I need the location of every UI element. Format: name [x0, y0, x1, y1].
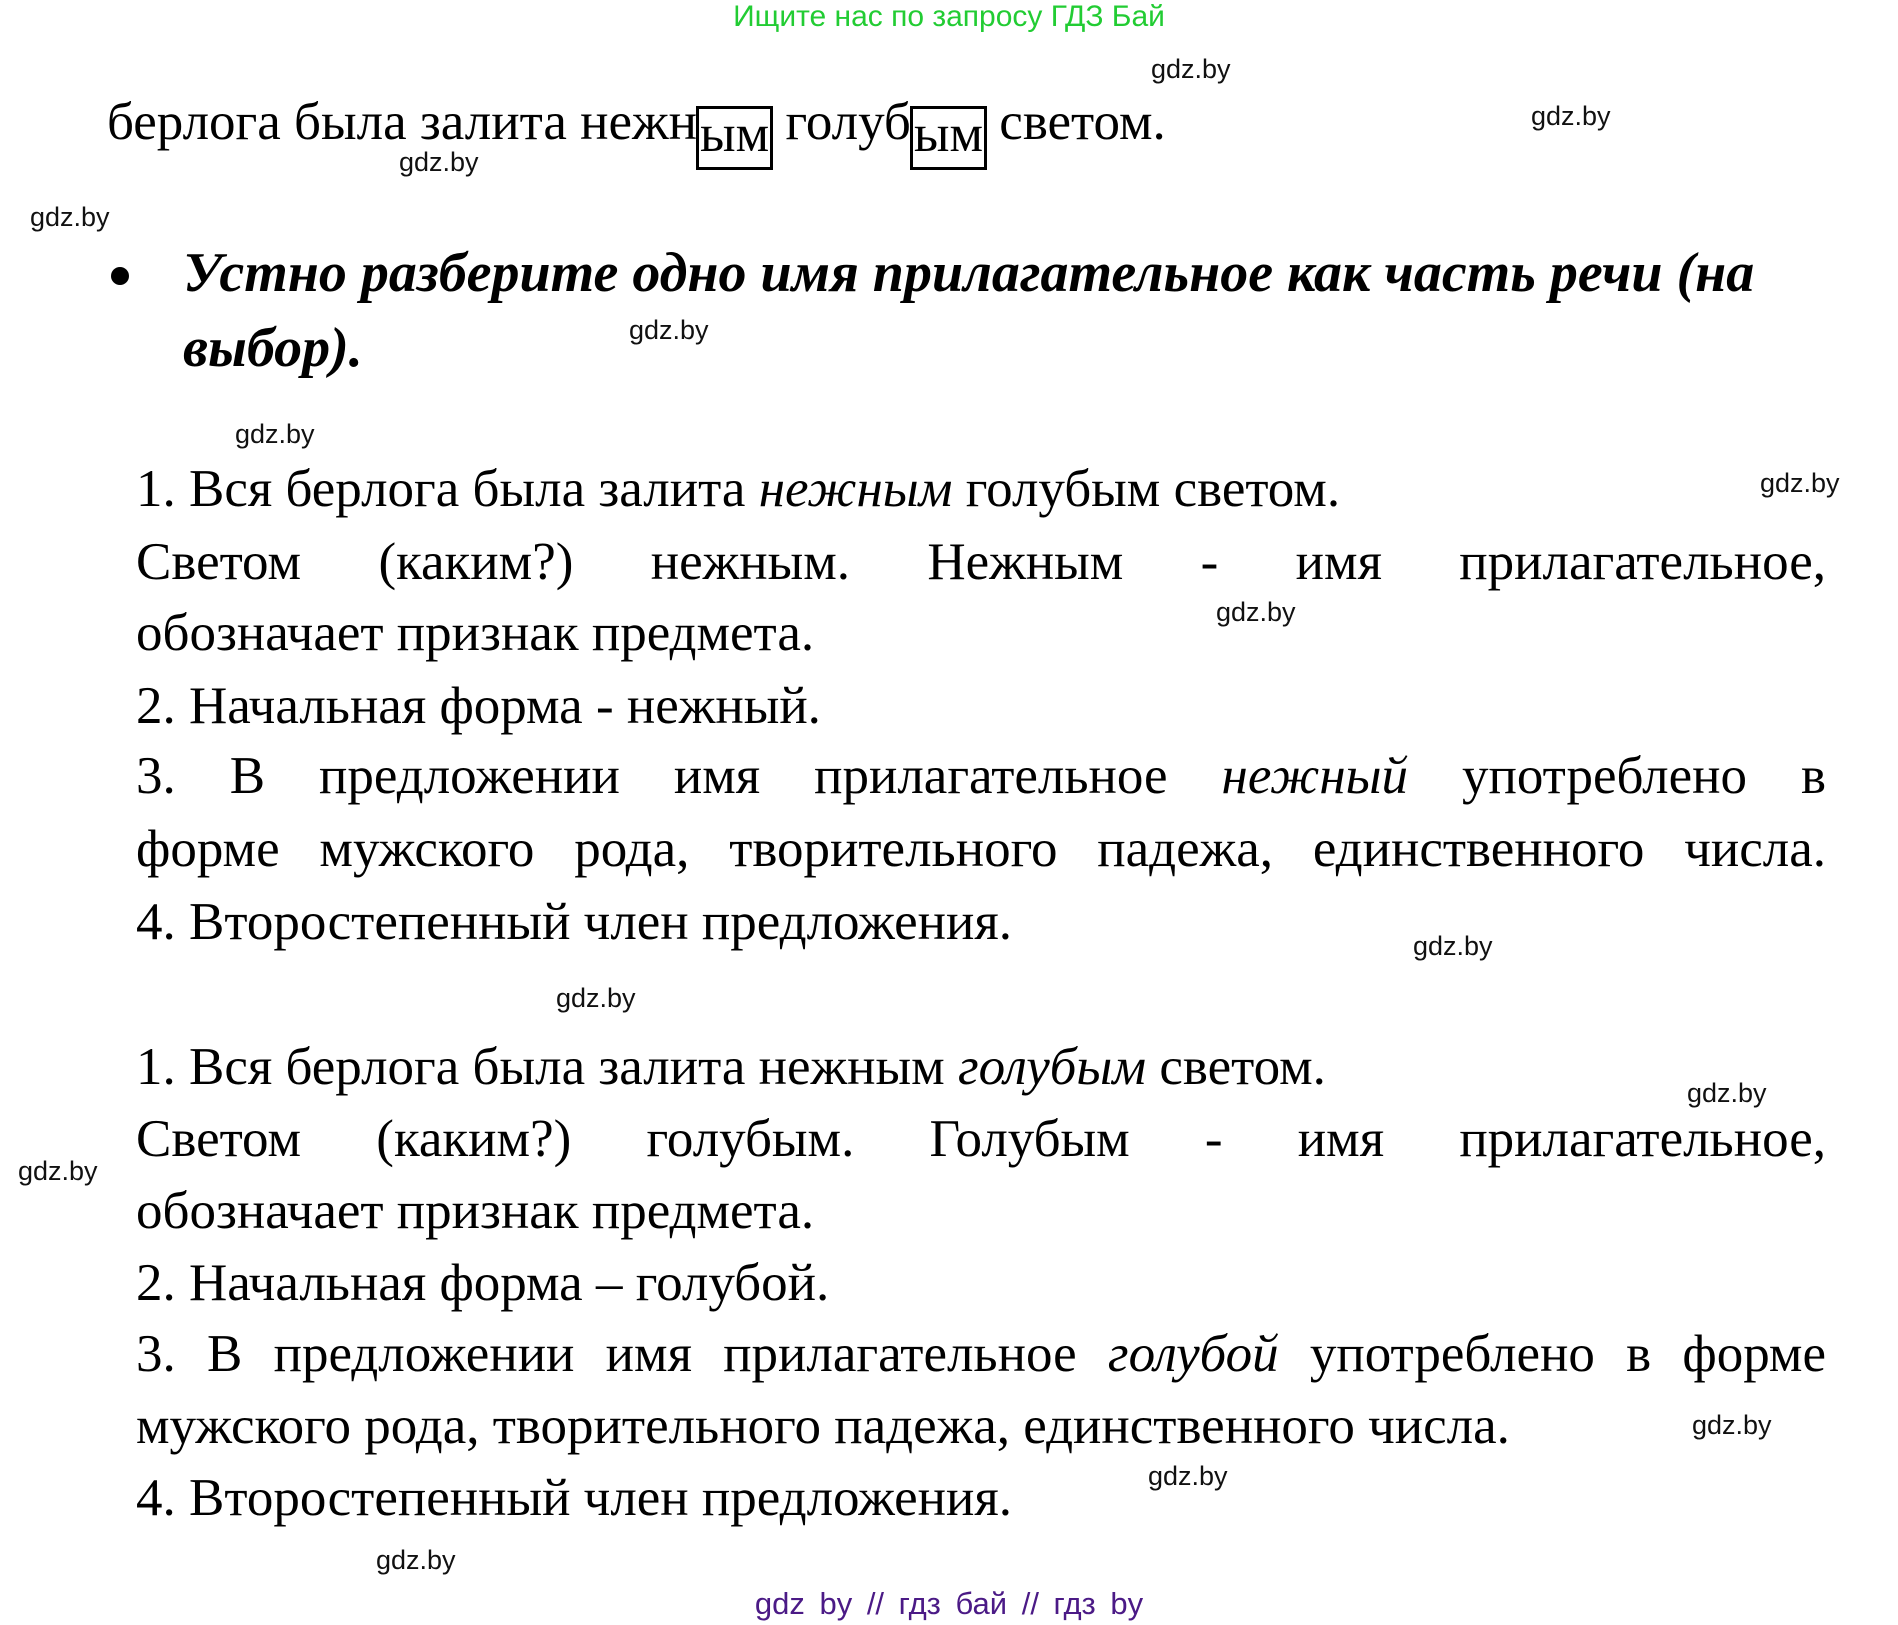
text-segment: 1. Вся берлога была залита нежным: [136, 1038, 958, 1096]
analysis-1-line-1: [136, 459, 1340, 519]
analysis-1-line-7: 4. Второстепенный член предложения.: [136, 893, 1013, 951]
analysis-1-line-3: обозначает признак предмета.: [136, 604, 815, 662]
text-segment: 3. В предложении имя прилагательное: [136, 747, 1222, 805]
text-segment: 3. В предложении имя прилагательное: [136, 1325, 1108, 1383]
analysis-2-line-7: 4. Второстепенный член предложения.: [136, 1469, 1013, 1527]
text-segment: употреблено в: [1408, 747, 1826, 805]
watermark: gdz.by: [1531, 101, 1611, 131]
italic-adjective: нежный: [1221, 747, 1409, 805]
analysis-1-line-4: 2. Начальная форма - нежный.: [136, 677, 821, 735]
watermark: gdz.by: [1687, 1078, 1767, 1108]
bullet-icon: [111, 267, 129, 285]
intro-part-2: голуб: [772, 93, 911, 151]
analysis-2-line-1: [136, 1037, 1326, 1097]
italic-adjective: нежным: [758, 460, 953, 518]
watermark: gdz.by: [30, 202, 110, 232]
italic-adjective: голубой: [1107, 1325, 1279, 1383]
watermark: gdz.by: [1413, 931, 1493, 961]
analysis-1-line-6: форме мужского рода, творительного падежа, единственного числа.: [136, 820, 1826, 878]
header-search-hint: Ищите нас по запросу ГДЗ Бай: [733, 0, 1165, 33]
analysis-2-line-4: 2. Начальная форма – голубой.: [136, 1254, 830, 1312]
analysis-1-line-2: Светом (каким?) нежным. Нежным - имя прилагательное,: [136, 533, 1826, 591]
watermark: gdz.by: [1692, 1410, 1772, 1440]
boxed-ending-2: ым: [910, 106, 987, 170]
watermark: gdz.by: [1216, 597, 1296, 627]
intro-part-3: светом.: [986, 93, 1166, 151]
analysis-1-line-5: [136, 746, 1826, 806]
watermark: gdz.by: [235, 419, 315, 449]
analysis-2-line-6: мужского рода, творительного падежа, единственного числа.: [136, 1397, 1510, 1455]
analysis-2-line-2: Светом (каким?) голубым. Голубым - имя прилагательное,: [136, 1110, 1826, 1168]
watermark: gdz.by: [1760, 468, 1840, 498]
text-segment: употреблено в форме: [1278, 1325, 1826, 1383]
task-heading-line-2: выбор).: [183, 317, 363, 379]
intro-part-1: берлога была залита нежн: [107, 93, 698, 151]
intro-sentence: [107, 92, 1166, 170]
analysis-2-line-5: [136, 1324, 1826, 1384]
task-heading-line-1: Устно разберите одно имя прилагательное как часть речи (на: [183, 242, 1755, 304]
watermark: gdz.by: [1148, 1461, 1228, 1491]
boxed-ending-1: ым: [696, 106, 773, 170]
italic-adjective: голубым: [957, 1038, 1147, 1096]
text-segment: светом.: [1146, 1038, 1326, 1096]
watermark: gdz.by: [399, 147, 479, 177]
watermark: gdz.by: [629, 315, 709, 345]
text-segment: голубым светом.: [952, 460, 1341, 518]
analysis-2-line-3: обозначает признак предмета.: [136, 1182, 815, 1240]
watermark: gdz.by: [18, 1156, 98, 1186]
watermark: gdz.by: [1151, 54, 1231, 84]
watermark: gdz.by: [376, 1545, 456, 1575]
text-segment: 1. Вся берлога была залита: [136, 460, 759, 518]
footer-links-note: gdz by // гдз бай // гдз by: [754, 1586, 1144, 1621]
watermark: gdz.by: [556, 983, 636, 1013]
